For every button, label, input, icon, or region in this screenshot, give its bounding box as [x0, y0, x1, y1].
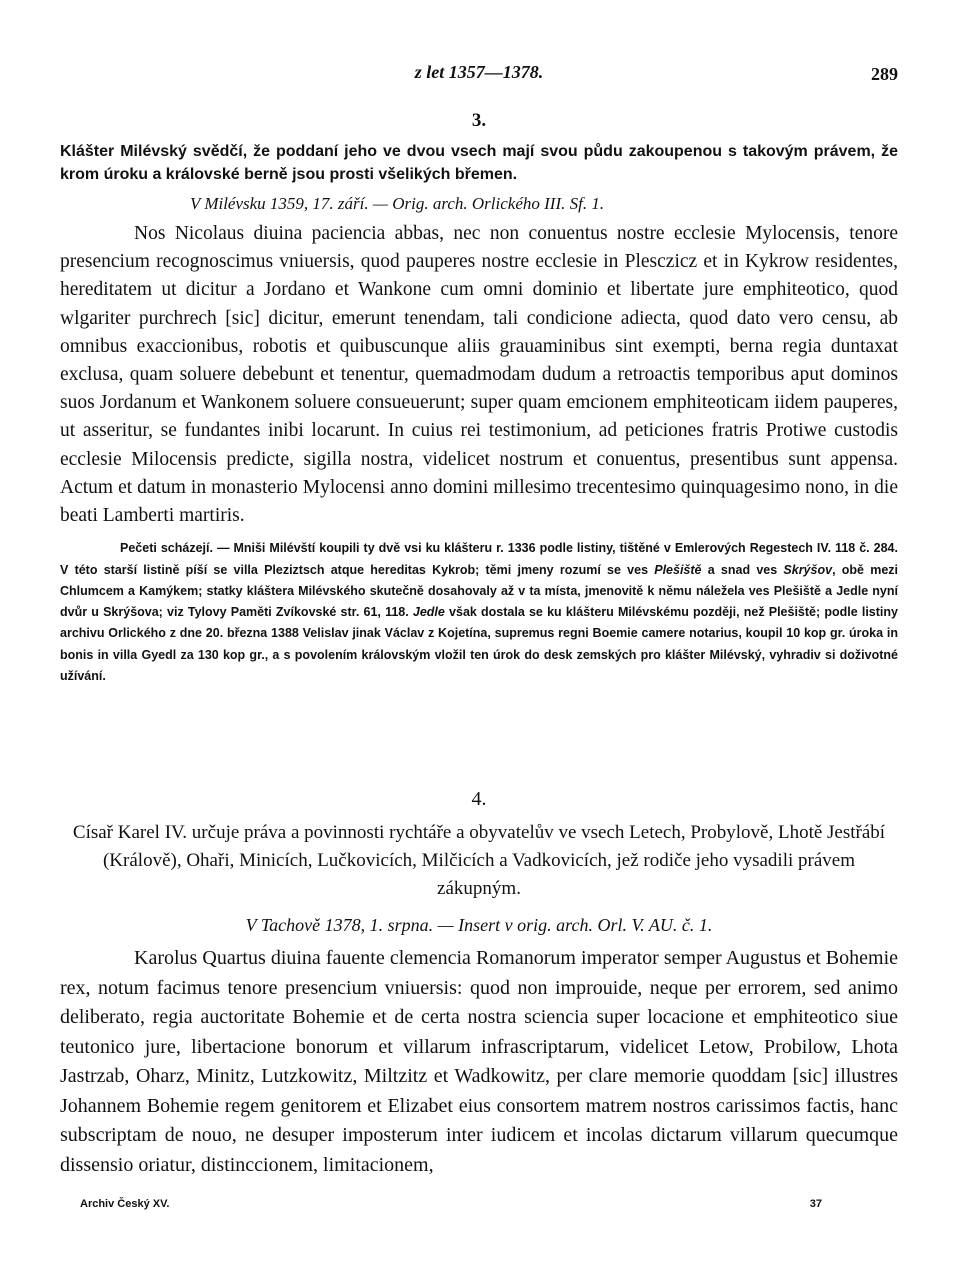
note-part: Pečeti scházejí. — Mniši Milévští koupili ty dvě vsi ku klášteru r. 1336 podle listiny, tištěné v Emlerových Regestech IV. 118 č. 284. V této starší listině píší se villa Pleziztsch atque hereditas Kykrob; těmi jmeny rozumí se ves: [60, 541, 898, 577]
note-part: a snad ves: [701, 562, 784, 577]
document-3: [60, 110, 898, 687]
note-part: , obě mezi Chlumcem a Kamýkem; statky kláštera Milévského skutečně dosahovaly až v ta místa, jmenovitě k němu náležela ves Plešiště a Jedle nyní dvůr u Skrýšova; viz Tylovy Paměti Zvíkovské str. 61, 118.: [60, 562, 898, 620]
note-part: však dostala se ku klášteru Milévskému později, než Plešiště; podle listiny archivu Orlického z dne 20. března 1388 Velislav jinak Václav z Kojetína, supremus regni Boemie camere notarius, koupil 10 kop gr. úroka in bonis in villa Gyedl za 130 kop gr., a s povolením královským vložil ten úrok do desk zemských pro klášter Milévský, vyhradiv si doživotné užívání.: [60, 605, 898, 684]
document-dating: V Tachově 1378, 1. srpna. — Insert v orig. arch. Orl. V. AU. č. 1.: [245, 915, 713, 935]
page-number: 289: [871, 64, 898, 84]
footer-publication: Archiv Český XV.: [80, 1198, 170, 1210]
note-place-name: Jedle: [412, 605, 445, 620]
document-page: [60, 0, 898, 1280]
document-summary: Klášter Milévský svědčí, že poddaní jeho ve dvou vsech mají svou půdu zakoupenou s takovým právem, že krom úroku a královské berně jsou prosti všelikých břemen.: [60, 143, 898, 183]
document-number: 3.: [471, 110, 487, 131]
note-place-name: Skrýšov: [783, 562, 833, 577]
running-head-title: z let 1357—1378.: [414, 62, 544, 82]
document-text: Karolus Quartus diuina fauente clemencia Romanorum imperator semper Augustus et Bohemie rex, notum facimus tenore presencium vniuersis: quod non improuide, neque per errorem, sed animo deliberato, regia auctoritate Bohemie et de certa nostra sciencia super locacione et emphiteotico siue teutonico jure, libertacione bonorum et villarum infrascriptarum, videlicet Letow, Probilow, Lhota Jastrzab, Oharz, Minitz, Lutzkowitz, Miltzitz et Wadkowitz, per clare memorie quoddam [sic] illustres Johannem Bohemie regem genitorem et Elizabet eius consortem matrem nostros carissimos factis, hanc subscriptam de nouo, ne desuper imposterum inter iudicem et incolas dictarum villarum quecumque dissensio oriatur, distinccionem, limitacionem,: [60, 947, 898, 1176]
document-summary: Císař Karel IV. určuje práva a povinnosti rychtáře a obyvatelův ve vsech Letech, Probylově, Lhotě Jestřábí (Králově), Ohaři, Minicích, Lučkovicích, Milčicích a Vadkovicích, jež rodiče jeho vysadili právem zákupným.: [72, 822, 886, 899]
document-4: [60, 788, 898, 1180]
page-footer: [80, 1198, 822, 1210]
running-head: [60, 62, 898, 86]
document-number: 4.: [471, 788, 487, 810]
sheet-signature: 37: [809, 1198, 822, 1210]
document-text: Nos Nicolaus diuina paciencia abbas, nec non conuentus nostre ecclesie Mylocensis, tenore presencium recognoscimus vniuersis, quod pauperes nostre ecclesie in Plesczicz et in Kykrow residentes, hereditatem ut dicitur a Jordano et Wankone cum omni dominio et libertate jure emphiteotico, quod wlgariter purchrech [sic] dicitur, emerunt tenendam, tali condicione adiecta, quod dato vero censu, ab omnibus exaccionibus, robotis et quibuscunque aliis grauaminibus sint exempti, berna regia duntaxat exclusa, quam soluere debebunt et tenentur, quemadmodam dudum a retroactis temporibus aput dominos suos Jordanum et Wankonem soluere consueuerunt; super quam emcionem emphiteoticam iidem pauperes, ut asseritur, se fundantes inibi locarunt. In cuius rei testimonium, ad peticiones fratris Protiwe custodis ecclesie Milocensis predicte, sigilla nostra, videlicet nostrum et conuentus, presentibus sunt appensa. Actum et datum in monasterio Mylocensi anno domini millesimo trecentesimo quinquagesimo nono, in die beati Lamberti martiris.: [60, 223, 898, 527]
note-place-name: Plešiště: [654, 562, 702, 577]
document-dating: V Milévsku 1359, 17. září. — Orig. arch. Orlického III. Sf. 1.: [190, 194, 605, 213]
editorial-note: [60, 538, 898, 687]
